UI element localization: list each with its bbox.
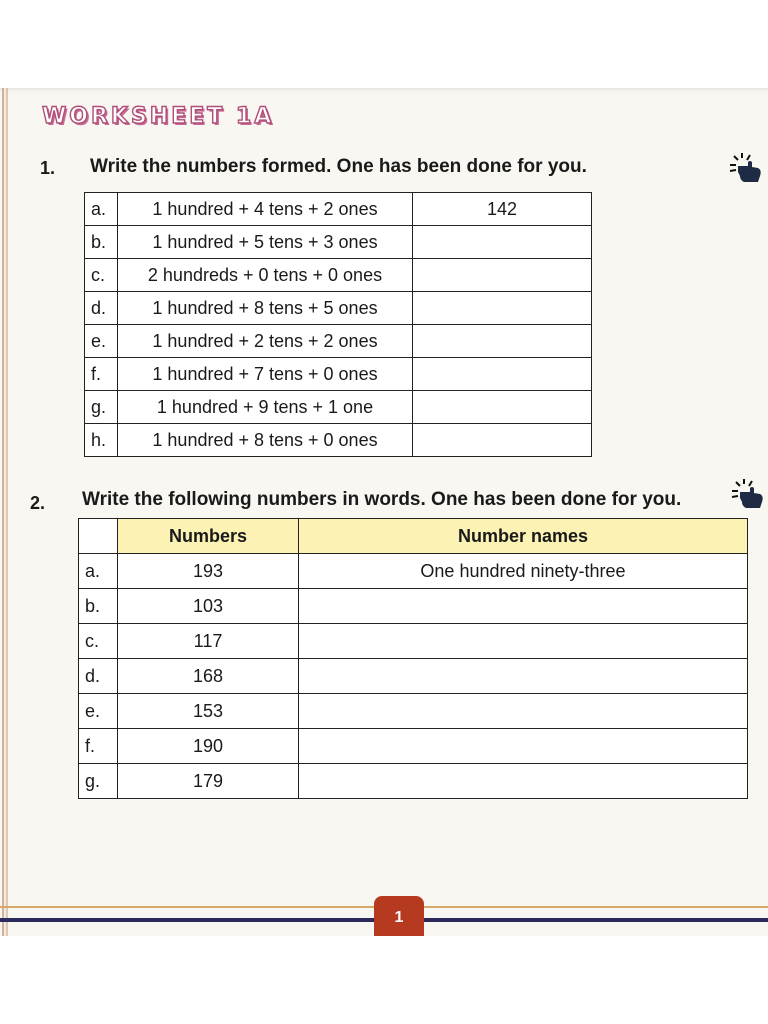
number-name-cell[interactable]	[299, 694, 748, 729]
answer-cell[interactable]: 142	[413, 193, 592, 226]
place-value-expression: 2 hundreds + 0 tens + 0 ones	[118, 259, 413, 292]
table-header-row	[79, 519, 748, 554]
number-name-cell[interactable]: One hundred ninety-three	[299, 554, 748, 589]
page-binding-edge	[2, 88, 8, 936]
numbers-formed-table	[84, 192, 592, 457]
table-row	[79, 659, 748, 694]
row-label: a.	[79, 554, 118, 589]
number-cell: 168	[118, 659, 299, 694]
question-2-number: 2.	[30, 493, 46, 513]
number-name-cell[interactable]	[299, 764, 748, 799]
row-label: d.	[79, 659, 118, 694]
table-row	[85, 193, 592, 226]
place-value-expression: 1 hundred + 2 tens + 2 ones	[118, 325, 413, 358]
number-name-cell[interactable]	[299, 624, 748, 659]
table-row	[85, 226, 592, 259]
table-row	[79, 589, 748, 624]
number-cell: 190	[118, 729, 299, 764]
answer-cell[interactable]	[413, 358, 592, 391]
row-label: g.	[79, 764, 118, 799]
row-label: h.	[85, 424, 118, 457]
row-label: f.	[79, 729, 118, 764]
answer-cell[interactable]	[413, 259, 592, 292]
table-row	[79, 729, 748, 764]
number-names-header: Number names	[299, 519, 748, 554]
pointing-hand-icon	[728, 150, 764, 186]
header-corner-cell	[79, 519, 118, 554]
row-label: f.	[85, 358, 118, 391]
question-2-instruction: Write the following numbers in words. One has been done for you.	[82, 489, 682, 510]
place-value-expression: 1 hundred + 9 tens + 1 one	[118, 391, 413, 424]
table-row	[79, 764, 748, 799]
place-value-expression: 1 hundred + 8 tens + 5 ones	[118, 292, 413, 325]
row-label: e.	[79, 694, 118, 729]
number-cell: 179	[118, 764, 299, 799]
page-number: 1	[374, 896, 424, 936]
number-name-cell[interactable]	[299, 729, 748, 764]
table-row	[85, 259, 592, 292]
numbers-header: Numbers	[118, 519, 299, 554]
number-cell: 193	[118, 554, 299, 589]
row-label: a.	[85, 193, 118, 226]
number-cell: 153	[118, 694, 299, 729]
answer-cell[interactable]	[413, 325, 592, 358]
answer-cell[interactable]	[413, 292, 592, 325]
place-value-expression: 1 hundred + 4 tens + 2 ones	[118, 193, 413, 226]
row-label: b.	[79, 589, 118, 624]
number-names-table	[78, 518, 748, 799]
table-row	[79, 694, 748, 729]
table-row	[79, 554, 748, 589]
number-cell: 117	[118, 624, 299, 659]
question-1-instruction: Write the numbers formed. One has been done for you.	[90, 156, 587, 177]
table-row	[85, 358, 592, 391]
row-label: c.	[79, 624, 118, 659]
row-label: e.	[85, 325, 118, 358]
table-row	[85, 391, 592, 424]
table-row	[85, 424, 592, 457]
answer-cell[interactable]	[413, 424, 592, 457]
number-name-cell[interactable]	[299, 589, 748, 624]
row-label: g.	[85, 391, 118, 424]
place-value-expression: 1 hundred + 8 tens + 0 ones	[118, 424, 413, 457]
row-label: d.	[85, 292, 118, 325]
pointing-hand-icon	[730, 476, 766, 512]
place-value-expression: 1 hundred + 7 tens + 0 ones	[118, 358, 413, 391]
place-value-expression: 1 hundred + 5 tens + 3 ones	[118, 226, 413, 259]
table-row	[85, 292, 592, 325]
number-cell: 103	[118, 589, 299, 624]
worksheet-title: WORKSHEET 1A	[42, 104, 275, 129]
question-1-number: 1.	[40, 158, 56, 178]
row-label: b.	[85, 226, 118, 259]
table-row	[79, 624, 748, 659]
row-label: c.	[85, 259, 118, 292]
worksheet-page	[0, 88, 768, 936]
number-name-cell[interactable]	[299, 659, 748, 694]
answer-cell[interactable]	[413, 391, 592, 424]
answer-cell[interactable]	[413, 226, 592, 259]
table-row	[85, 325, 592, 358]
page-top-shadow	[0, 88, 768, 92]
